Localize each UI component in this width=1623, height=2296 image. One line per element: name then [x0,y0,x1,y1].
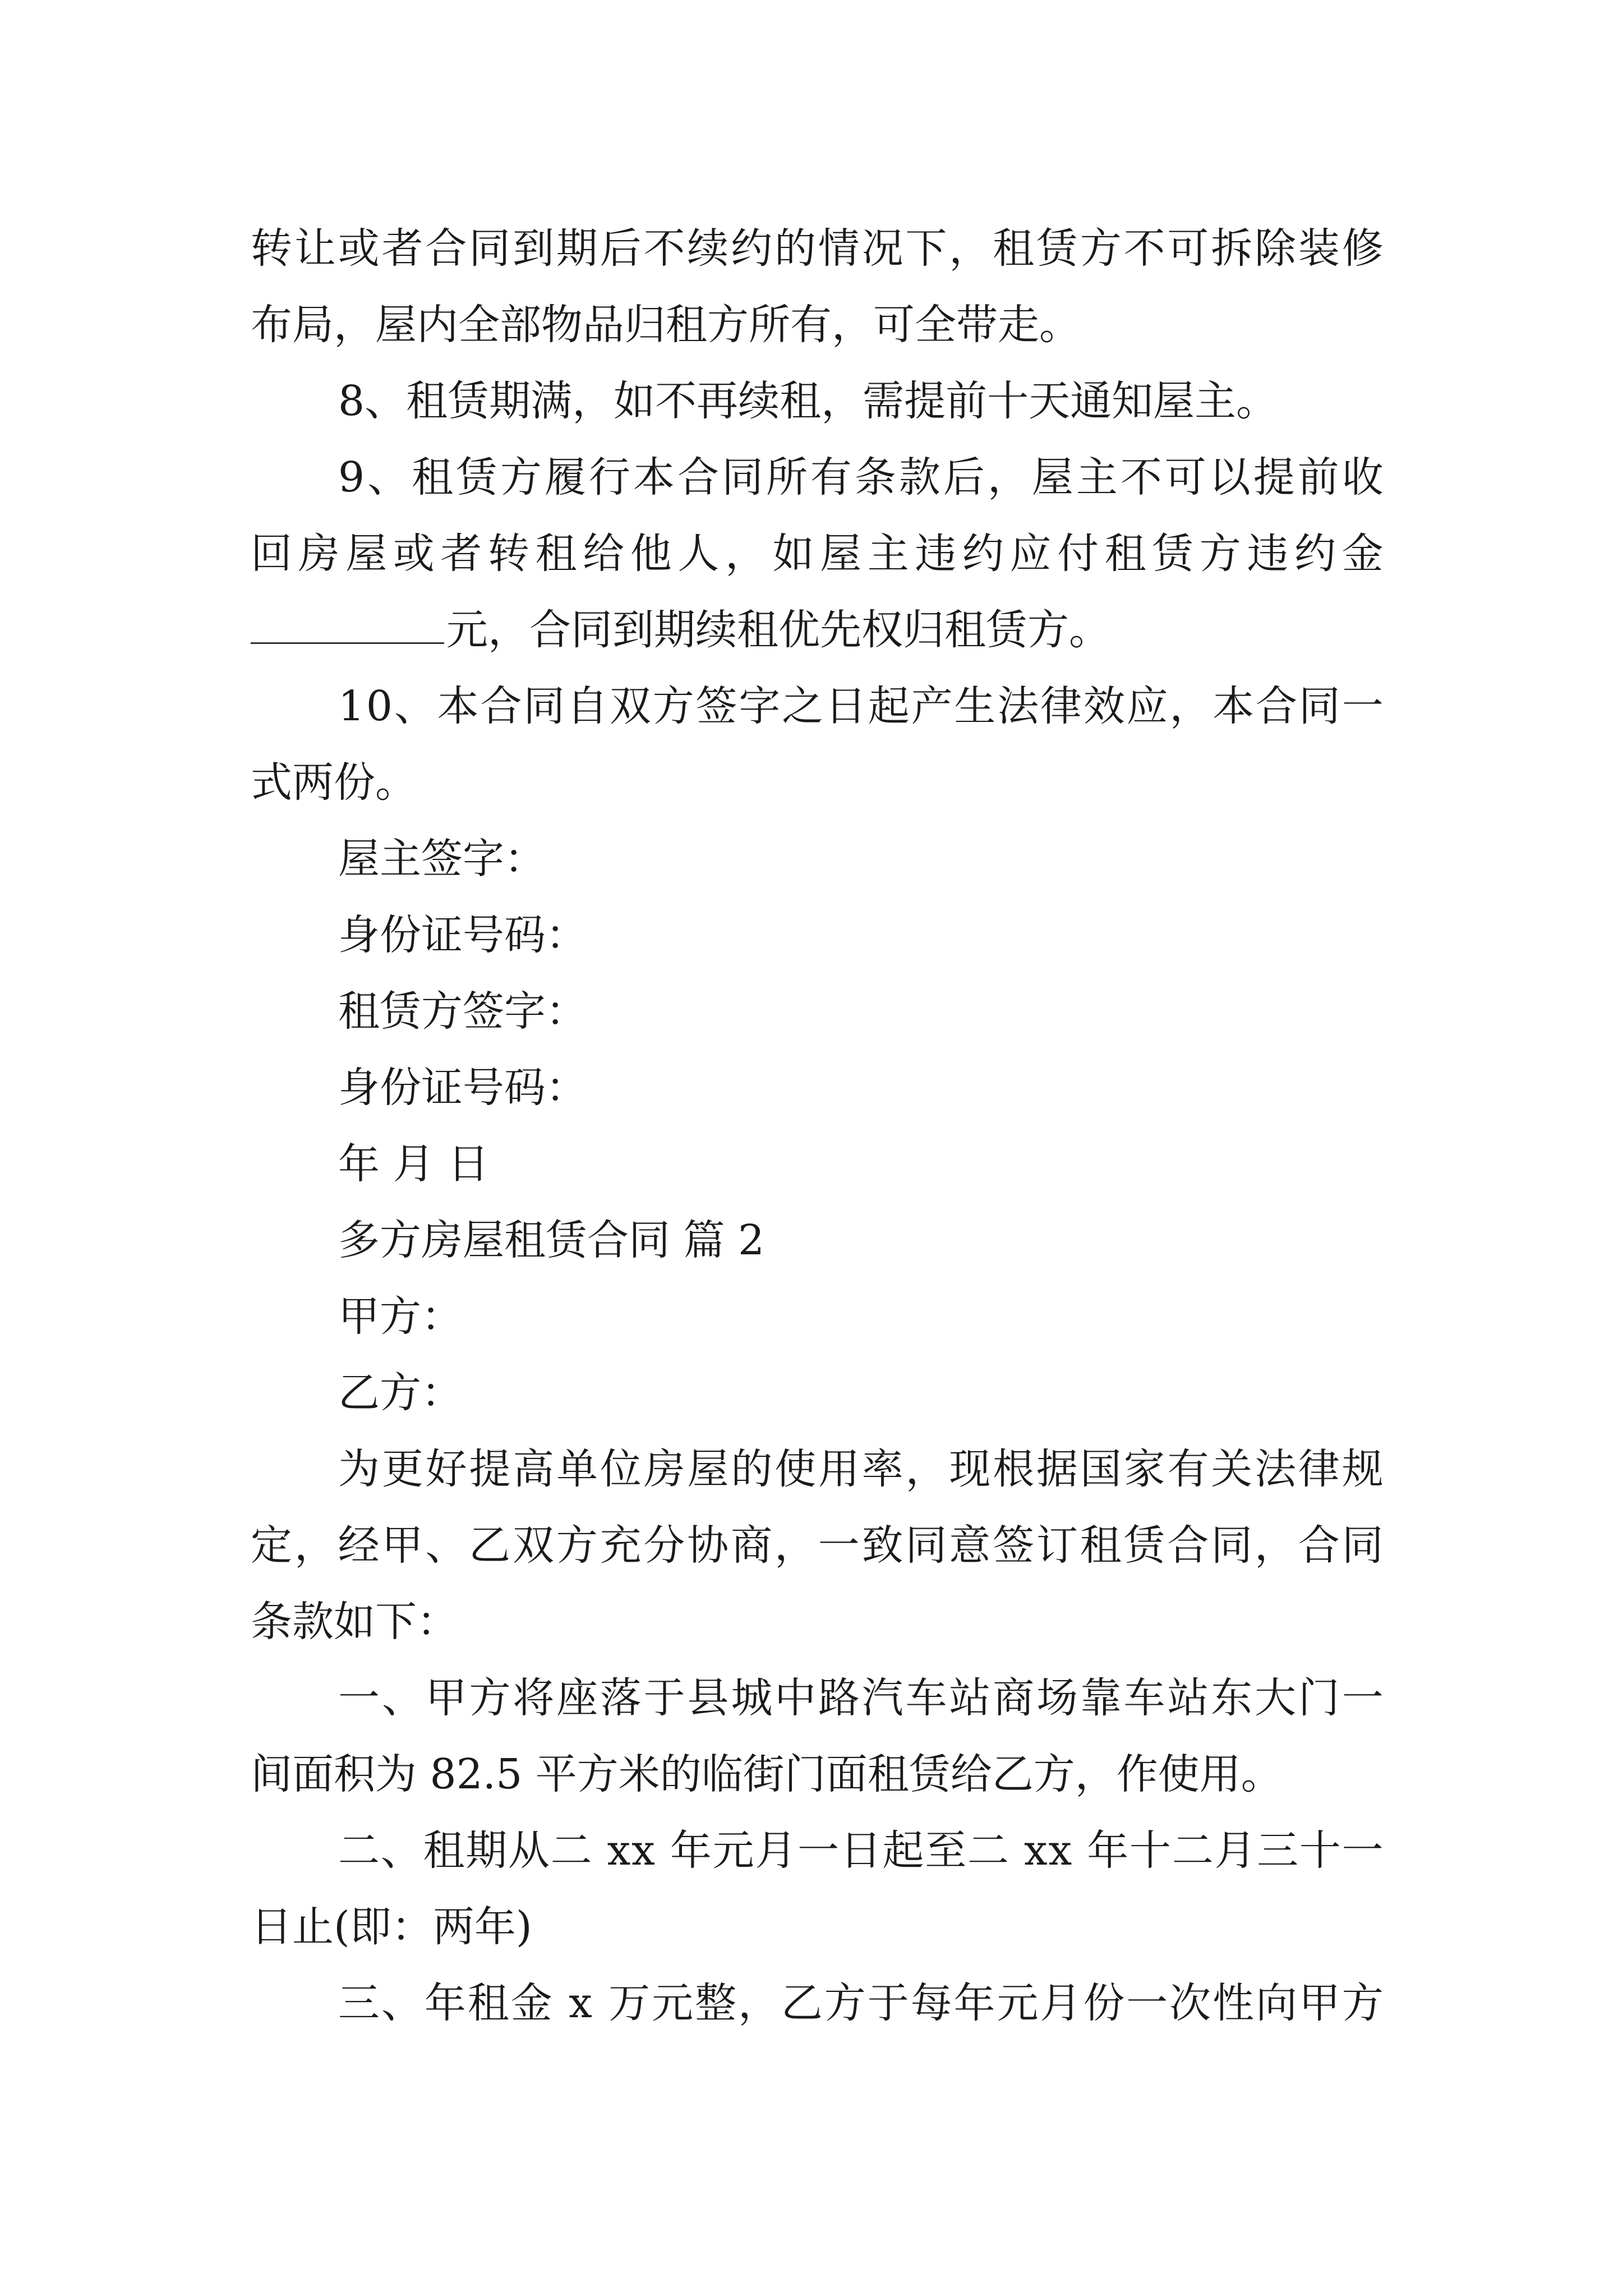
document-body [251,210,1384,2041]
text-line [251,592,1384,668]
text-line: 回 房 屋 或 者 转 租 给 他 人 ， 如 屋 主 违 约 应 付 租 赁 方 违 约 金 [251,530,1384,578]
text-line: 一 、 甲 方 将 座 落 于 县 城 中 路 汽 车 站 商 场 靠 车 站 东 大 门 一 [338,1674,1384,1722]
fill-in-blank [251,601,444,644]
text-line: 三 、 年 租 金 x 万 元 整 ， 乙 方 于 每 年 元 月 份 一 次 性 向 甲 方 [338,1979,1384,2027]
text-line: 条款如下： [251,1598,458,1646]
text-line: 租赁方签字： [338,987,587,1036]
text-line: 1 0 、 本 合 同 自 双 方 签 字 之 日 起 产 生 法 律 效 应 ， 本 合 同 一 [338,682,1384,730]
text-line: 甲方： [338,1292,463,1341]
text-line: 日止(即：两年) [251,1903,532,1951]
text-line: 屋主签字： [338,835,546,883]
text-line: 多方房屋租赁合同 篇 2 [338,1216,765,1264]
text-line: 为 更 好 提 高 单 位 房 屋 的 使 用 率 ， 现 根 据 国 家 有 关 法 律 规 [338,1445,1384,1493]
text-line: 定 ， 经 甲 、 乙 双 方 充 分 协 商 ， 一 致 同 意 签 订 租 赁 合 同 ， 合 同 [251,1521,1384,1570]
text-line: 转 让 或 者 合 同 到 期 后 不 续 约 的 情 况 下 ， 租 赁 方 不 可 拆 除 装 修 [251,224,1384,273]
text-line: 乙方： [338,1369,463,1417]
text-line: 间面积为 82.5 平方米的临街门面租赁给乙方，作使用。 [251,1750,1283,1798]
text-line: 式两份。 [251,758,417,807]
text-line: 身份证号码： [338,1064,587,1112]
text-line: 9 、 租 赁 方 履 行 本 合 同 所 有 条 款 后 ， 屋 主 不 可 以 提 前 收 [338,453,1384,501]
text-line: 布局，屋内全部物品归租方所有，可全带走。 [251,301,1081,349]
text-line: 身份证号码： [338,911,587,959]
line-text: 元，合同到期续租优先权归租赁方。 [446,606,1110,654]
text-line: 年 月 日 [338,1140,490,1188]
text-line: 二 、 租 期 从 二 x x 年 元 月 一 日 起 至 二 x x 年 十 二 月 三 十 一 [338,1826,1384,1875]
text-line: 8、租赁期满，如不再续租，需提前十天通知屋主。 [338,377,1278,425]
